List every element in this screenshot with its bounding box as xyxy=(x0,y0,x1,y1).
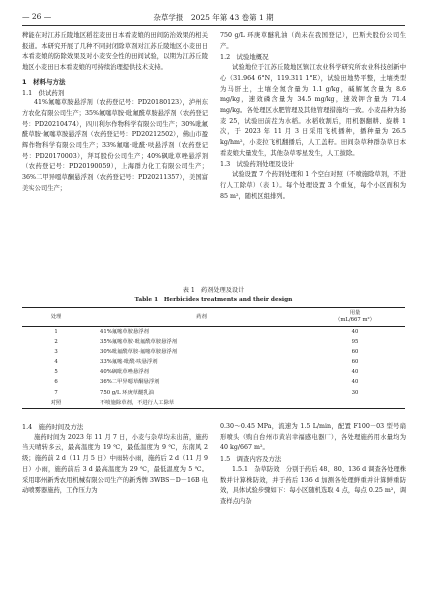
treatment-cell: 对照 xyxy=(22,398,90,409)
materials-paragraph: 41%氟噻草胺悬浮剂（农药登记号：PD20180123），泸州东方农化有限公司生产；35%氟噻草胺·吡氟酰草胺悬浮剂（农药登记号：PD20210474），四川利尔作物科学有限公司生产；30%吡氟酰草胺·氟噻草胺悬浮剂（农药登记号：PD20212502），佛山市盈辉作物科学有限公司生产；33%氟噻·吡酰·呋悬浮剂（农药登记号：PD20170003），拜耳股份公司生产；40%砜吡草唑悬浮剂（农药登记号：PD20190059），上海群力化工有限公司生产；36%二甲异噁草酮悬浮剂（农药登记号：PD20211357），美国富美实公司生产； xyxy=(22,99,209,192)
weed-control-paragraph: 1.5.1 杂草防效 分别于药后 48、80、136 d 调查各处理株数并计算株防效，并于药后 136 d 加测各处理鲜重并计算鲜重防效，具体试验步骤如下：每小区随机选取 4 点，每点 0.25 m²，调查样点内杂 xyxy=(220,465,406,505)
subsection-heading-design: 1.3 试验药剂处理及设计 xyxy=(220,160,295,169)
header-herbicide: 药剂 xyxy=(90,308,305,327)
table-row xyxy=(22,357,405,367)
table-row xyxy=(22,377,405,387)
herbicide-cell: 40%砜吡草唑悬浮剂 xyxy=(100,369,149,376)
application-paragraph: 施药时间为 2023 年 11 月 7 日，小麦与杂草均未出苗，施药当天晴转多云，最高温度为 19 ℃，最低温度为 9 ℃，东南风 2 级；施药前 2 d（11 月 5 日）中雨转小雨，施药后 2 d（11 月 9 日）小雨，施药前后 3 d 最高温度为 29 ℃，最低温度为 5 ℃。采用耶州新秀农用机械有限公司生产的新秀牌 3WBS－D－16B 电动喷雾器施药，工作压力为 xyxy=(22,433,208,495)
treatment-cell: 7 xyxy=(54,389,58,396)
herbicide-cell: 30%吡氟酰草胺·氟噻草胺悬浮剂 xyxy=(100,349,178,356)
table-caption-cn: 表 1 药剂处理及设计 xyxy=(182,287,245,294)
design-paragraph: 试验设置 7 个药剂处理和 1 个空白对照（不喷施除草剂，不进行人工除草）（表 1）。每个处理设置 3 个重复，每个小区面积为 85 m²，随机区组排列。 xyxy=(220,171,406,200)
treatment-cell: 4 xyxy=(54,359,58,366)
table-header-row xyxy=(22,308,405,327)
dosage-cell: 60 xyxy=(351,349,359,356)
dosage-cell: 60 xyxy=(351,359,359,366)
herbicide-table xyxy=(22,307,405,409)
header-rule xyxy=(22,25,405,26)
table-row xyxy=(22,388,405,398)
herbicide-cell: 41%氟噻草胺悬浮剂 xyxy=(100,329,149,335)
right-column-bottom xyxy=(220,422,406,508)
left-column-top xyxy=(22,31,208,195)
subsection-heading-herbicides: 1.1 供试药剂 xyxy=(22,88,65,97)
dosage-cell: 95 xyxy=(351,339,359,346)
table-row xyxy=(22,367,405,377)
subsection-heading-site: 1.2 试验地概况 xyxy=(220,53,269,62)
treatment-cell: 2 xyxy=(54,339,58,346)
treatment-cell: 5 xyxy=(54,369,58,376)
site-paragraph: 试验地位于江苏丘陵地区镇江农业科学研究所农业科技创新中心（31.964 6°N，119.311 1°E），试验田地势平整，土壤类型为马肝土，土壤全氮含量为 1.1 g/kg，碱解氮含量为 8.6 mg/kg，速效磷含量为 34.5 mg/kg，速效钾含量为 71.4 mg/kg。各处理区水肥管理及其他管理措施均一致。小麦品种为扬麦 25，试验田前茬为水稻。水稻收割后，用机器翻耕、旋耕 1 次，于 2023 年 11 月 3 日采用飞机播种，播种量为 26.5 kg/hm²，小麦拉飞机翻播后，人工盖籽。田间杂草种群杂草日本看麦娘大量发生，其他杂草零星发生，人工拔除。 xyxy=(220,64,406,157)
herbicide-cell: 33%氟噻·吡酰·呋悬浮剂 xyxy=(100,359,158,366)
dosage-cell: 40 xyxy=(351,329,359,335)
subsection-heading-survey: 1.5 调查内容及方法 xyxy=(220,455,282,464)
header-treatment: 处理 xyxy=(22,308,90,327)
subsection-heading-application: 1.4 施药时间及方法 xyxy=(22,423,84,431)
right-column-top xyxy=(220,31,406,202)
table-caption xyxy=(22,287,405,304)
dosage-cell: 40 xyxy=(351,379,359,386)
journal-title: 杂草学报 2025 年第 43 卷第 1 期 xyxy=(153,13,274,22)
header-dosage: 用量 （mL/667 m²） xyxy=(305,308,405,327)
treatment-cell: 6 xyxy=(54,379,58,386)
intro-paragraph: 稗能在对江苏丘陵地区稻茬麦田日本看麦娘的田间防治效果的相关报道。本研究开展了几种不同封闭除草剂对江苏丘陵地区小麦田日本看麦娘的防除效果及对小麦安全性的田间试验，以期为江苏丘陵地区小麦田日本看麦娘的可持续治理提供技术支持。 xyxy=(22,32,208,72)
table-caption-en: Table 1 Herbicides treatments and their design xyxy=(134,296,293,303)
dosage-cell xyxy=(305,398,405,409)
herbicide-cell: 35%氟噻草胺·吡氟酰草胺悬浮剂 xyxy=(100,339,178,346)
treatment-cell: 3 xyxy=(54,349,58,356)
left-column-bottom xyxy=(22,422,208,497)
dosage-cell: 30 xyxy=(351,389,359,396)
treatment-cell: 1 xyxy=(54,329,58,335)
table-row xyxy=(22,398,405,409)
table-row xyxy=(22,347,405,357)
materials-continued-paragraph: 750 g/L 环庚草醚乳油（尚未在我国登记），巴斯夫股份公司生产。 xyxy=(220,32,406,50)
section-heading-materials: 1 材料与方法 xyxy=(22,77,66,86)
herbicide-cell: 不喷施除草剂，不进行人工除草 xyxy=(90,398,305,409)
page-number: — 26 — xyxy=(22,12,52,21)
herbicide-cell: 36%二甲异噁草酮悬浮剂 xyxy=(100,379,160,386)
dosage-cell: 40 xyxy=(351,369,359,376)
table-row xyxy=(22,337,405,347)
application-continued-paragraph: 0.30～0.45 MPa，流速为 1.5 L/min，配置 F100－03 型号扇形喷头（购自台州市黄岩幸福感电器厂），各处理施药用水量均为 40 kg/667 m²。 xyxy=(220,423,406,452)
table-row xyxy=(22,327,405,338)
page-header xyxy=(22,12,405,24)
herbicide-cell: 750 g/L 环庚草醚乳油 xyxy=(100,389,154,396)
